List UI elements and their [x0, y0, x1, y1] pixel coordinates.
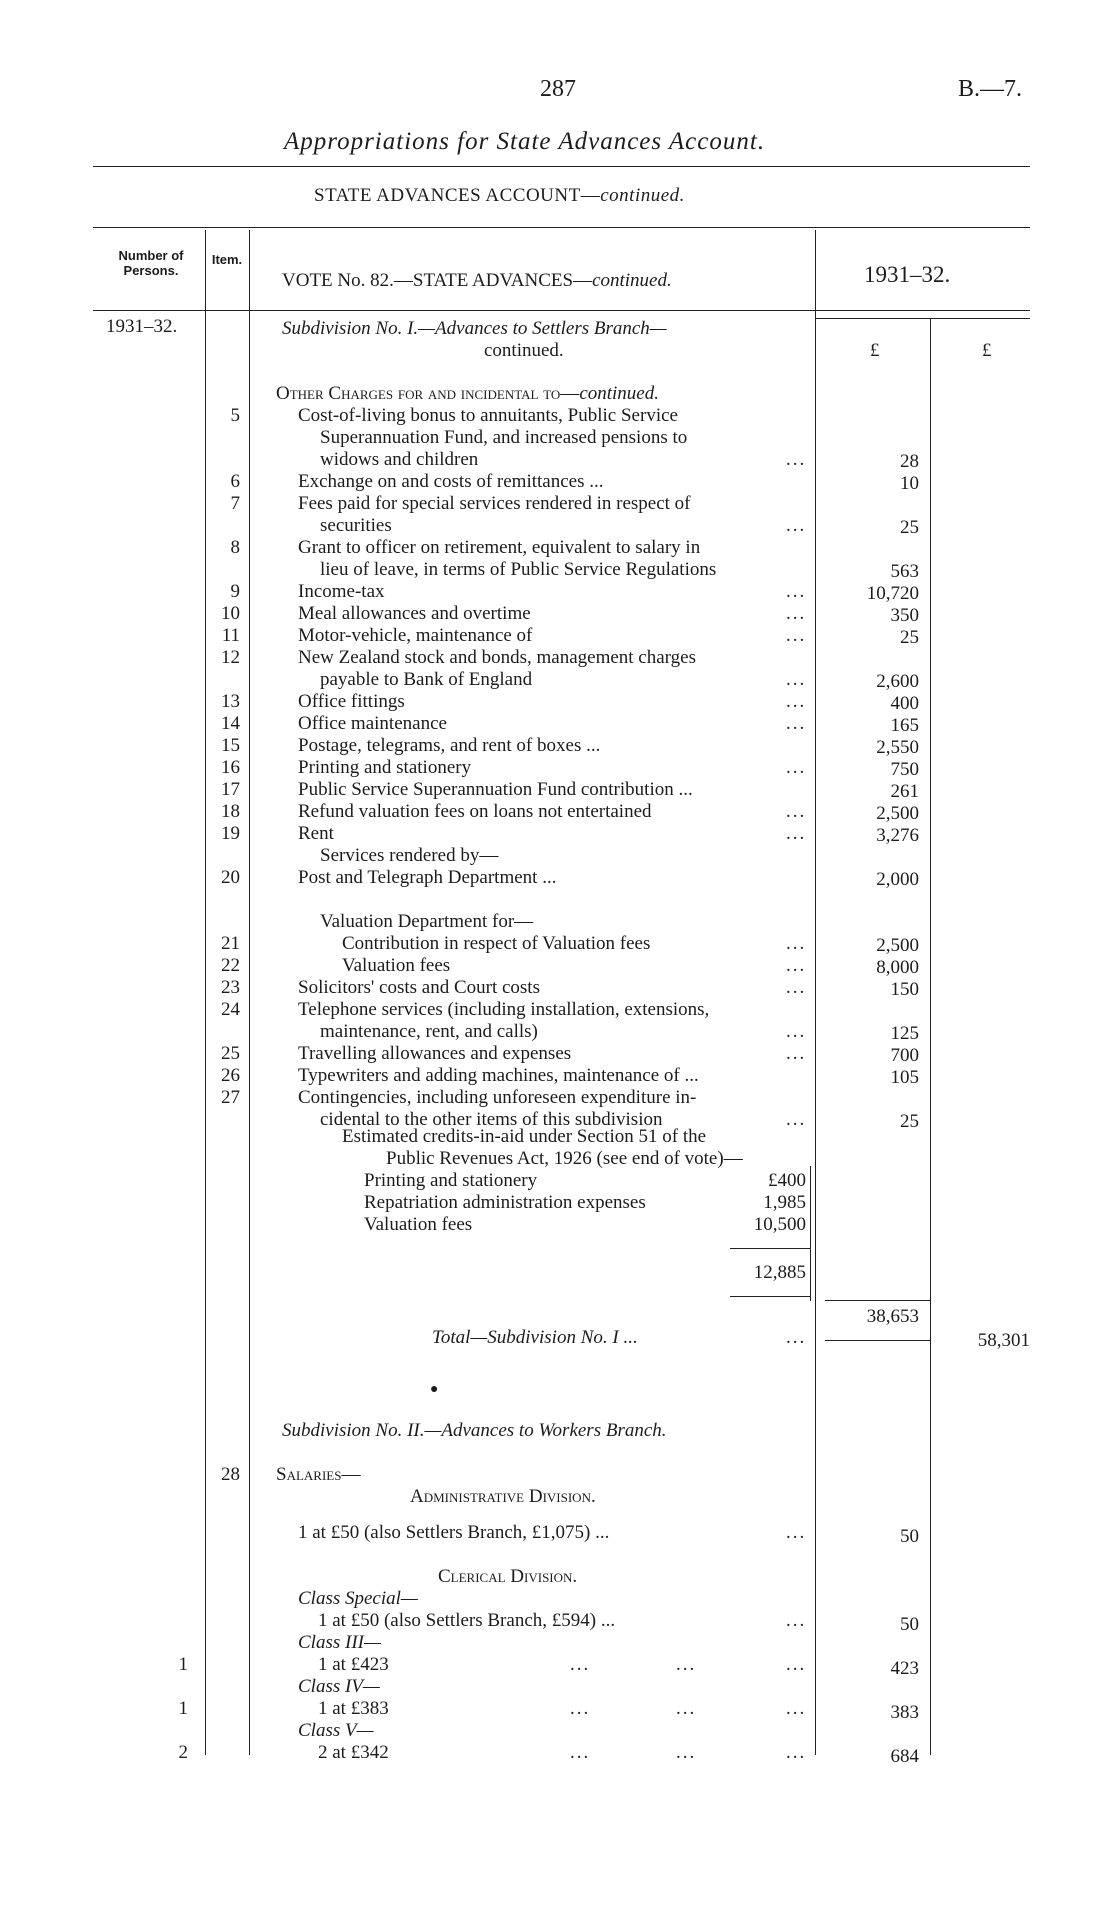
- amount-header-rule: [815, 318, 1030, 319]
- item-description-line: Office fittings: [298, 691, 405, 712]
- item-number: 23: [221, 977, 240, 998]
- rule-amount1-amount2: [930, 318, 931, 1755]
- item-amount: 2,500: [876, 935, 919, 956]
- persons-year: 1931–32.: [106, 316, 178, 337]
- credit-amount-valuation: 10,500: [753, 1214, 806, 1235]
- subdivision-1-subtotal: 38,653: [866, 1306, 919, 1327]
- class-v-amount: 684: [890, 1746, 919, 1767]
- item-number: 13: [221, 691, 240, 712]
- vote-continued: continued.: [592, 270, 672, 291]
- item-amount: 28: [900, 451, 919, 472]
- admin-dots: ...: [786, 1522, 807, 1543]
- leader-dots: ...: [786, 1109, 807, 1130]
- item-amount: 25: [900, 517, 919, 538]
- class-v-line: 2 at £342: [318, 1742, 389, 1763]
- class-iv-amount: 383: [890, 1702, 919, 1723]
- class-special-heading: Class Special—: [298, 1588, 418, 1609]
- subdivision-1-heading: Subdivision No. I.—Advances to Settlers Branch—: [282, 318, 667, 339]
- item-amount: 750: [890, 759, 919, 780]
- document-reference: B.—7.: [958, 76, 1023, 102]
- credit-amount-printing: £400: [768, 1170, 806, 1191]
- col-header-item: Item.: [211, 252, 243, 267]
- item-amount: 2,550: [876, 737, 919, 758]
- item-description-line: widows and children: [320, 449, 479, 470]
- item-description-line: Rent: [298, 823, 334, 844]
- item-description-line: Printing and stationery: [298, 757, 472, 778]
- item-number: 7: [230, 493, 240, 514]
- item-description-line: Income-tax: [298, 581, 385, 602]
- item-description-line: Refund valuation fees on loans not entertained: [298, 801, 652, 822]
- leader-dots: ...: [786, 515, 807, 536]
- item-description-line: Cost-of-living bonus to annuitants, Public Service: [298, 405, 678, 426]
- item-number: 6: [230, 471, 240, 492]
- leader-dots: ...: [786, 801, 807, 822]
- col-header-year: 1931–32.: [864, 262, 951, 287]
- item-description-line: Post and Telegraph Department ...: [298, 867, 557, 888]
- class-iii-dots-2: ...: [676, 1654, 697, 1675]
- item-amount: 165: [890, 715, 919, 736]
- item-description-line: Contribution in respect of Valuation fees: [342, 933, 651, 954]
- credits-total: 12,885: [753, 1262, 806, 1283]
- credits-sum-rule: [730, 1248, 810, 1249]
- class-iii-dots-1: ...: [570, 1654, 591, 1675]
- clerical-division-heading: Clerical Division.: [438, 1566, 578, 1587]
- leader-dots: ...: [786, 603, 807, 624]
- class-iv-dots-1: ...: [570, 1698, 591, 1719]
- item-description-line: Superannuation Fund, and increased pensions to: [320, 427, 688, 448]
- class-iii-amount: 423: [890, 1658, 919, 1679]
- item-number: 25: [221, 1043, 240, 1064]
- class-iii-heading: Class III—: [298, 1632, 381, 1653]
- section-subtitle: [314, 185, 685, 207]
- class-iv-heading: Class IV—: [298, 1676, 380, 1697]
- item-number: 8: [230, 537, 240, 558]
- title-rule: [93, 166, 1030, 167]
- leader-dots: ...: [786, 955, 807, 976]
- page-title: Appropriations for State Advances Account.: [284, 128, 766, 155]
- leader-dots: ...: [786, 1043, 807, 1064]
- leader-dots: ...: [786, 977, 807, 998]
- pound-sign-col2: £: [982, 340, 992, 361]
- class-special-line: 1 at £50 (also Settlers Branch, £594) ...: [318, 1610, 616, 1631]
- item-amount: 2,000: [876, 869, 919, 890]
- leader-dots: ...: [786, 713, 807, 734]
- leader-dots: ...: [786, 449, 807, 470]
- item-number: 27: [221, 1087, 240, 1108]
- item-amount: 3,276: [876, 825, 919, 846]
- item-number: 10: [221, 603, 240, 624]
- item-description-line: Services rendered by—: [320, 845, 499, 866]
- subdivision-1-total: 58,301: [977, 1330, 1030, 1351]
- leader-dots: ...: [786, 625, 807, 646]
- item-amount: 700: [890, 1045, 919, 1066]
- credit-amount-repatriation: 1,985: [763, 1192, 806, 1213]
- other-charges-main: Other Charges for and incidental to—: [276, 383, 580, 404]
- credits-right-rule: [810, 1166, 811, 1301]
- administrative-division-heading: Administrative Division.: [410, 1486, 596, 1507]
- item-amount: 125: [890, 1023, 919, 1044]
- subtotal-bottom-rule: [825, 1340, 930, 1341]
- item-number: 15: [221, 735, 240, 756]
- item-number: 11: [221, 625, 240, 646]
- item-number: 12: [221, 647, 240, 668]
- credit-label-repatriation: Repatriation administration expenses: [364, 1192, 646, 1213]
- leader-dots: ...: [786, 1021, 807, 1042]
- subtitle-main: STATE ADVANCES ACCOUNT—: [314, 185, 601, 206]
- class-special-amount: 50: [900, 1614, 919, 1635]
- subdivision-1-heading-cont: continued.: [484, 340, 564, 361]
- item-number: 21: [221, 933, 240, 954]
- item-description-line: Telephone services (including installation, extensions,: [298, 999, 710, 1020]
- item-description-line: New Zealand stock and bonds, management charges: [298, 647, 696, 668]
- credits-bottom-rule: [730, 1296, 810, 1297]
- item-number: 26: [221, 1065, 240, 1086]
- item-number: 20: [221, 867, 240, 888]
- admin-amount: 50: [900, 1526, 919, 1547]
- class-v-dots-1: ...: [570, 1742, 591, 1763]
- class-iii-persons: 1: [178, 1654, 188, 1675]
- header-bottom-rule: [93, 310, 1030, 311]
- other-charges-continued: continued.: [579, 383, 659, 404]
- rule-item-desc: [249, 230, 250, 1755]
- leader-dots: ...: [786, 581, 807, 602]
- item-amount: 105: [890, 1067, 919, 1088]
- leader-dots: ...: [786, 933, 807, 954]
- subdivision-2-heading: Subdivision No. II.—Advances to Workers Branch.: [282, 1420, 667, 1441]
- item-amount: 350: [890, 605, 919, 626]
- class-iv-dots-3: ...: [786, 1698, 807, 1719]
- item-description-line: Typewriters and adding machines, maintenance of ...: [298, 1065, 699, 1086]
- credits-intro-1: Estimated credits-in-aid under Section 51 of the: [342, 1126, 707, 1147]
- item-28: 28: [221, 1464, 240, 1485]
- item-description-line: Public Service Superannuation Fund contribution ...: [298, 779, 693, 800]
- item-number: 16: [221, 757, 240, 778]
- class-v-dots-2: ...: [676, 1742, 697, 1763]
- item-amount: 10,720: [866, 583, 919, 604]
- item-number: 9: [230, 581, 240, 602]
- class-iii-line: 1 at £423: [318, 1654, 389, 1675]
- col-header-vote: [282, 270, 672, 292]
- item-description-line: maintenance, rent, and calls): [320, 1021, 538, 1042]
- salaries-heading: Salaries—: [276, 1464, 361, 1485]
- credit-label-printing: Printing and stationery: [364, 1170, 538, 1191]
- leader-dots: ...: [786, 669, 807, 690]
- item-description-line: lieu of leave, in terms of Public Service Regulations: [320, 559, 717, 580]
- col-header-persons: Number of Persons.: [118, 248, 184, 278]
- item-description-line: Meal allowances and overtime: [298, 603, 531, 624]
- subtitle-continued: continued.: [600, 185, 685, 206]
- class-iv-line: 1 at £383: [318, 1698, 389, 1719]
- item-amount: 261: [890, 781, 919, 802]
- class-v-heading: Class V—: [298, 1720, 374, 1741]
- stray-dot: ●: [430, 1382, 439, 1397]
- item-description-line: Grant to officer on retirement, equivalent to salary in: [298, 537, 701, 558]
- item-number: 5: [230, 405, 240, 426]
- credits-intro-2: Public Revenues Act, 1926 (see end of vote)—: [386, 1148, 743, 1169]
- item-number: 19: [221, 823, 240, 844]
- leader-dots: ...: [786, 691, 807, 712]
- item-description-line: Postage, telegrams, and rent of boxes ...: [298, 735, 601, 756]
- item-description-line: Travelling allowances and expenses: [298, 1043, 572, 1064]
- total-leader-dots: ...: [786, 1327, 807, 1348]
- item-description-line: Exchange on and costs of remittances ...: [298, 471, 604, 492]
- item-amount: 2,600: [876, 671, 919, 692]
- item-description-line: Solicitors' costs and Court costs: [298, 977, 540, 998]
- pound-sign-col1: £: [870, 340, 880, 361]
- item-amount: 2,500: [876, 803, 919, 824]
- item-amount: 563: [890, 561, 919, 582]
- item-description-line: cidental to the other items of this subdivision: [320, 1109, 663, 1130]
- leader-dots: ...: [786, 757, 807, 778]
- class-iii-dots-3: ...: [786, 1654, 807, 1675]
- item-description-line: Fees paid for special services rendered in respect of: [298, 493, 691, 514]
- class-v-dots-3: ...: [786, 1742, 807, 1763]
- item-number: 18: [221, 801, 240, 822]
- item-amount: 400: [890, 693, 919, 714]
- page-number: 287: [540, 76, 576, 102]
- item-amount: 8,000: [876, 957, 919, 978]
- other-charges-heading: [276, 383, 659, 405]
- total-label: Total—Subdivision No. I ...: [432, 1327, 638, 1348]
- subtotal-top-rule: [825, 1300, 930, 1301]
- table-top-rule: [93, 227, 1030, 228]
- item-description-line: Motor-vehicle, maintenance of: [298, 625, 533, 646]
- item-description-line: payable to Bank of England: [320, 669, 533, 690]
- item-description-line: Valuation fees: [342, 955, 451, 976]
- admin-line: 1 at £50 (also Settlers Branch, £1,075) ...: [298, 1522, 610, 1543]
- vote-main: VOTE No. 82.—STATE ADVANCES—: [282, 270, 593, 291]
- item-description-line: securities: [320, 515, 392, 536]
- item-amount: 150: [890, 979, 919, 1000]
- item-description-line: Office maintenance: [298, 713, 447, 734]
- item-number: 24: [221, 999, 240, 1020]
- item-amount: 25: [900, 1111, 919, 1132]
- item-number: 22: [221, 955, 240, 976]
- item-description-line: Valuation Department for—: [320, 911, 534, 932]
- class-v-persons: 2: [178, 1742, 188, 1763]
- item-amount: 25: [900, 627, 919, 648]
- leader-dots: ...: [786, 823, 807, 844]
- class-iv-persons: 1: [178, 1698, 188, 1719]
- item-description-line: Contingencies, including unforeseen expenditure in-: [298, 1087, 697, 1108]
- item-number: 17: [221, 779, 240, 800]
- class-iv-dots-2: ...: [676, 1698, 697, 1719]
- item-number: 14: [221, 713, 240, 734]
- class-special-dots: ...: [786, 1610, 807, 1631]
- credit-label-valuation: Valuation fees: [364, 1214, 473, 1235]
- item-amount: 10: [900, 473, 919, 494]
